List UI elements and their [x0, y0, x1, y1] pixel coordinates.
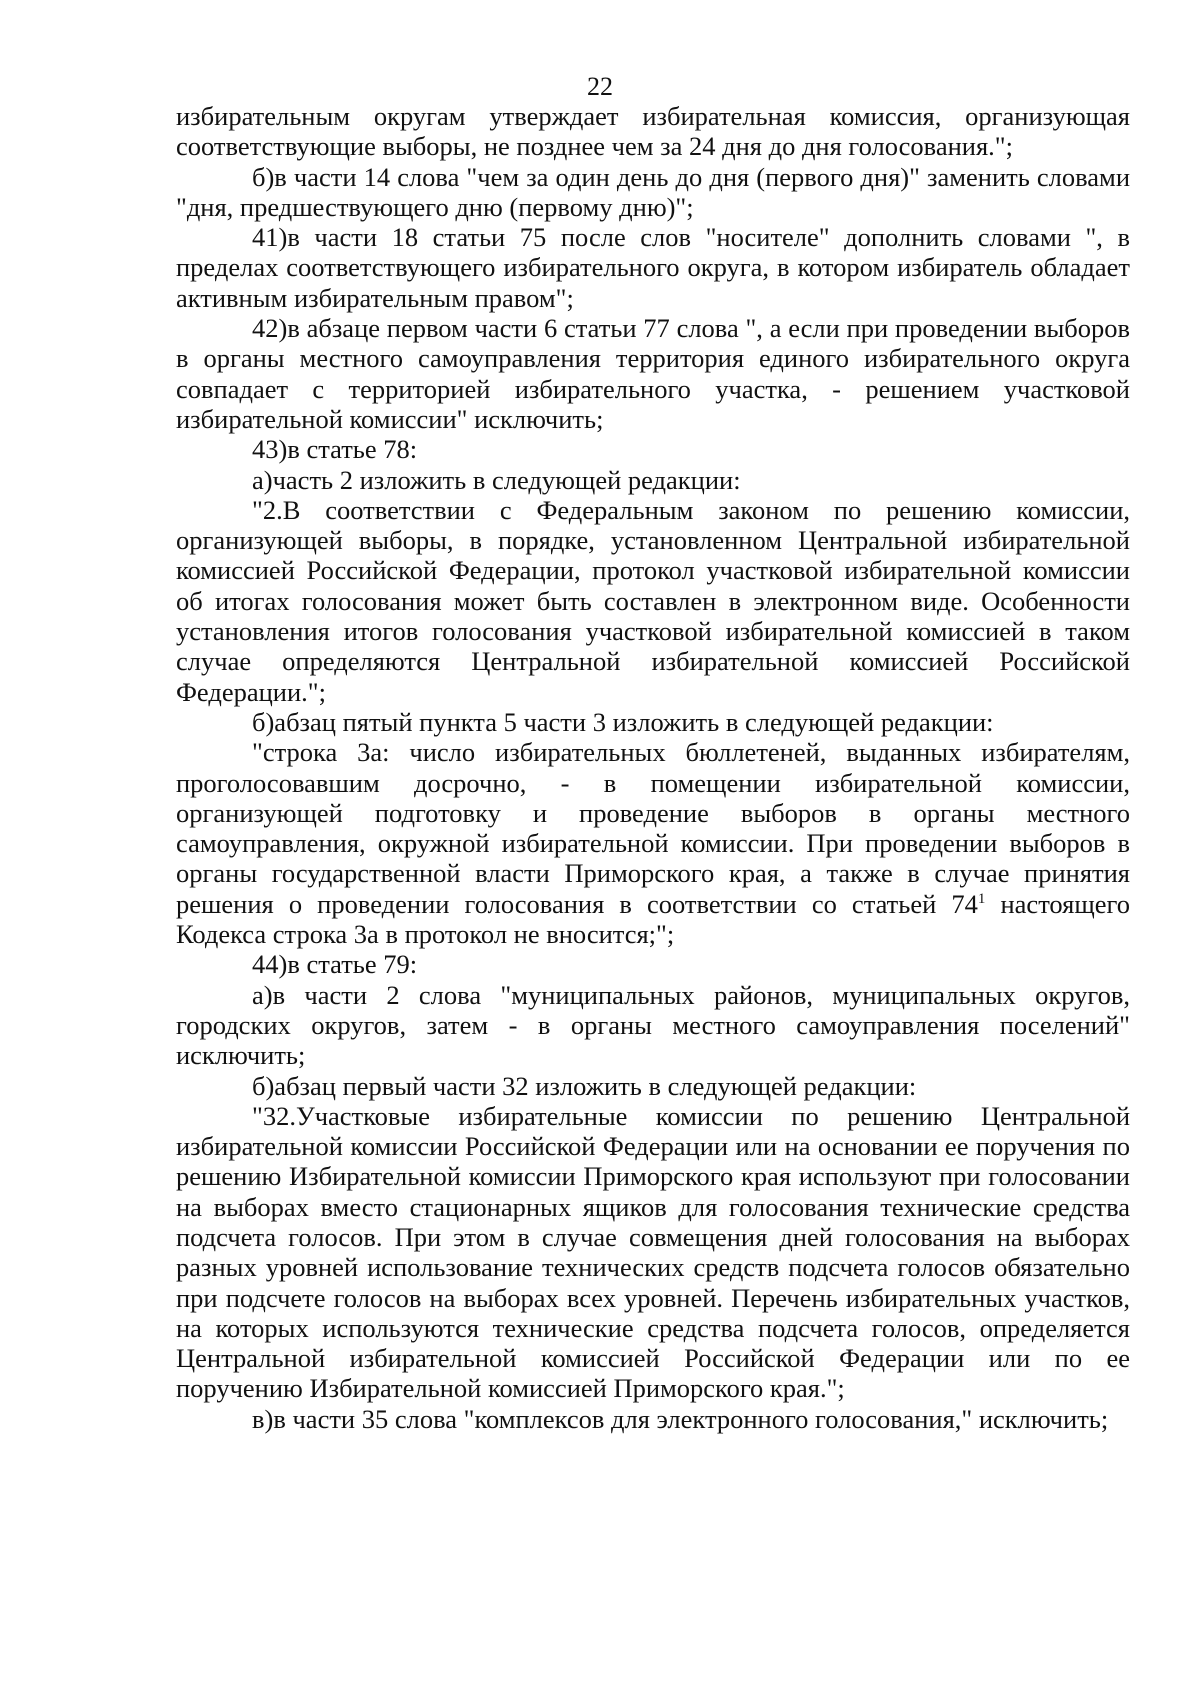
- document-body: [176, 101, 1130, 1434]
- paragraph-quote-part-32: "32.Участковые избирательные комиссии по решению Центральной избирательной комиссии Российской Федерации или на основании ее поручения по решению Избирательной комиссии Приморского края используют при голосовании на выборах вместо стационарных ящиков для голосования технические средства подсчета голосов. При этом в случае совмещения дней голосования на выборах разных уровней использование технических средств подсчета голосов обязательно при подсчете голосов на выборах всех уровней. Перечень избирательных участков, на которых используются технические средства подсчета голосов, определяется Центральной избирательной комиссией Российской Федерации или по ее поручению Избирательной комиссией Приморского края.";: [176, 1100, 1130, 1404]
- quote-line-3a-tail: настоящего Кодекса строка 3а в протокол не вносится;";: [176, 888, 1130, 950]
- paragraph-item-43b: б)абзац пятый пункта 5 части 3 изложить в следующей редакции:: [252, 706, 994, 737]
- quote-line-3a-text: "строка 3а: число избирательных бюллетеней, выданных избирателям, проголосовавшим досрочно, - в помещении избирательной комиссии, организующей подготовку и проведение выборов в органы местного самоуправления, окружной избирательной комиссии. При проведении выборов в органы государственной власти Приморского края, а также в случае принятия решения о проведении голосования в соответствии со статьей 74: [176, 737, 1130, 919]
- superscript-marker: 1: [977, 890, 986, 907]
- paragraph-item-b-part-14: б)в части 14 слова "чем за один день до дня (первого дня)" заменить словами "дня, предшествующего дню (первому дню)";: [176, 161, 1130, 222]
- paragraph-item-44b: б)абзац первый части 32 изложить в следующей редакции:: [252, 1070, 917, 1101]
- paragraph-item-43a: а)часть 2 изложить в следующей редакции:: [252, 464, 741, 495]
- paragraph-item-43: 43)в статье 78:: [252, 434, 418, 465]
- paragraph-item-44v: в)в части 35 слова "комплексов для электронного голосования," исключить;: [252, 1403, 1109, 1434]
- paragraph-quote-part-2: "2.В соответствии с Федеральным законом по решению комиссии, организующей выборы, в порядке, установленном Центральной избирательной комиссией Российской Федерации, протокол участковой избирательной комиссии об итогах голосования может быть составлен в электронном виде. Особенности установления итогов голосования участковой избирательной комиссией в таком случае определяются Центральной избирательной комиссией Российской Федерации.";: [176, 494, 1130, 707]
- paragraph-item-41: 41)в части 18 статьи 75 после слов "носителе" дополнить словами ", в пределах соответствующего избирательного округа, в котором избиратель обладает активным избирательным правом";: [176, 222, 1130, 313]
- page-number: 22: [587, 72, 613, 101]
- paragraph-item-42: 42)в абзаце первом части 6 статьи 77 слова ", а если при проведении выборов в органы местного самоуправления территория единого избирательного округа совпадает с территорией избирательного участка, - решением участковой избирательной комиссии" исключить;: [176, 313, 1130, 434]
- paragraph-item-44a: а)в части 2 слова "муниципальных районов, муниципальных округов, городских округов, затем - в органы местного самоуправления поселений" исключить;: [176, 979, 1130, 1071]
- paragraph-item-44: 44)в статье 79:: [252, 949, 418, 980]
- paragraph-continuation: избирательным округам утверждает избирательная комиссия, организующая соответствующие выборы, не позднее чем за 24 дня до дня голосования.";: [176, 101, 1130, 162]
- paragraph-quote-line-3a: [176, 737, 1130, 949]
